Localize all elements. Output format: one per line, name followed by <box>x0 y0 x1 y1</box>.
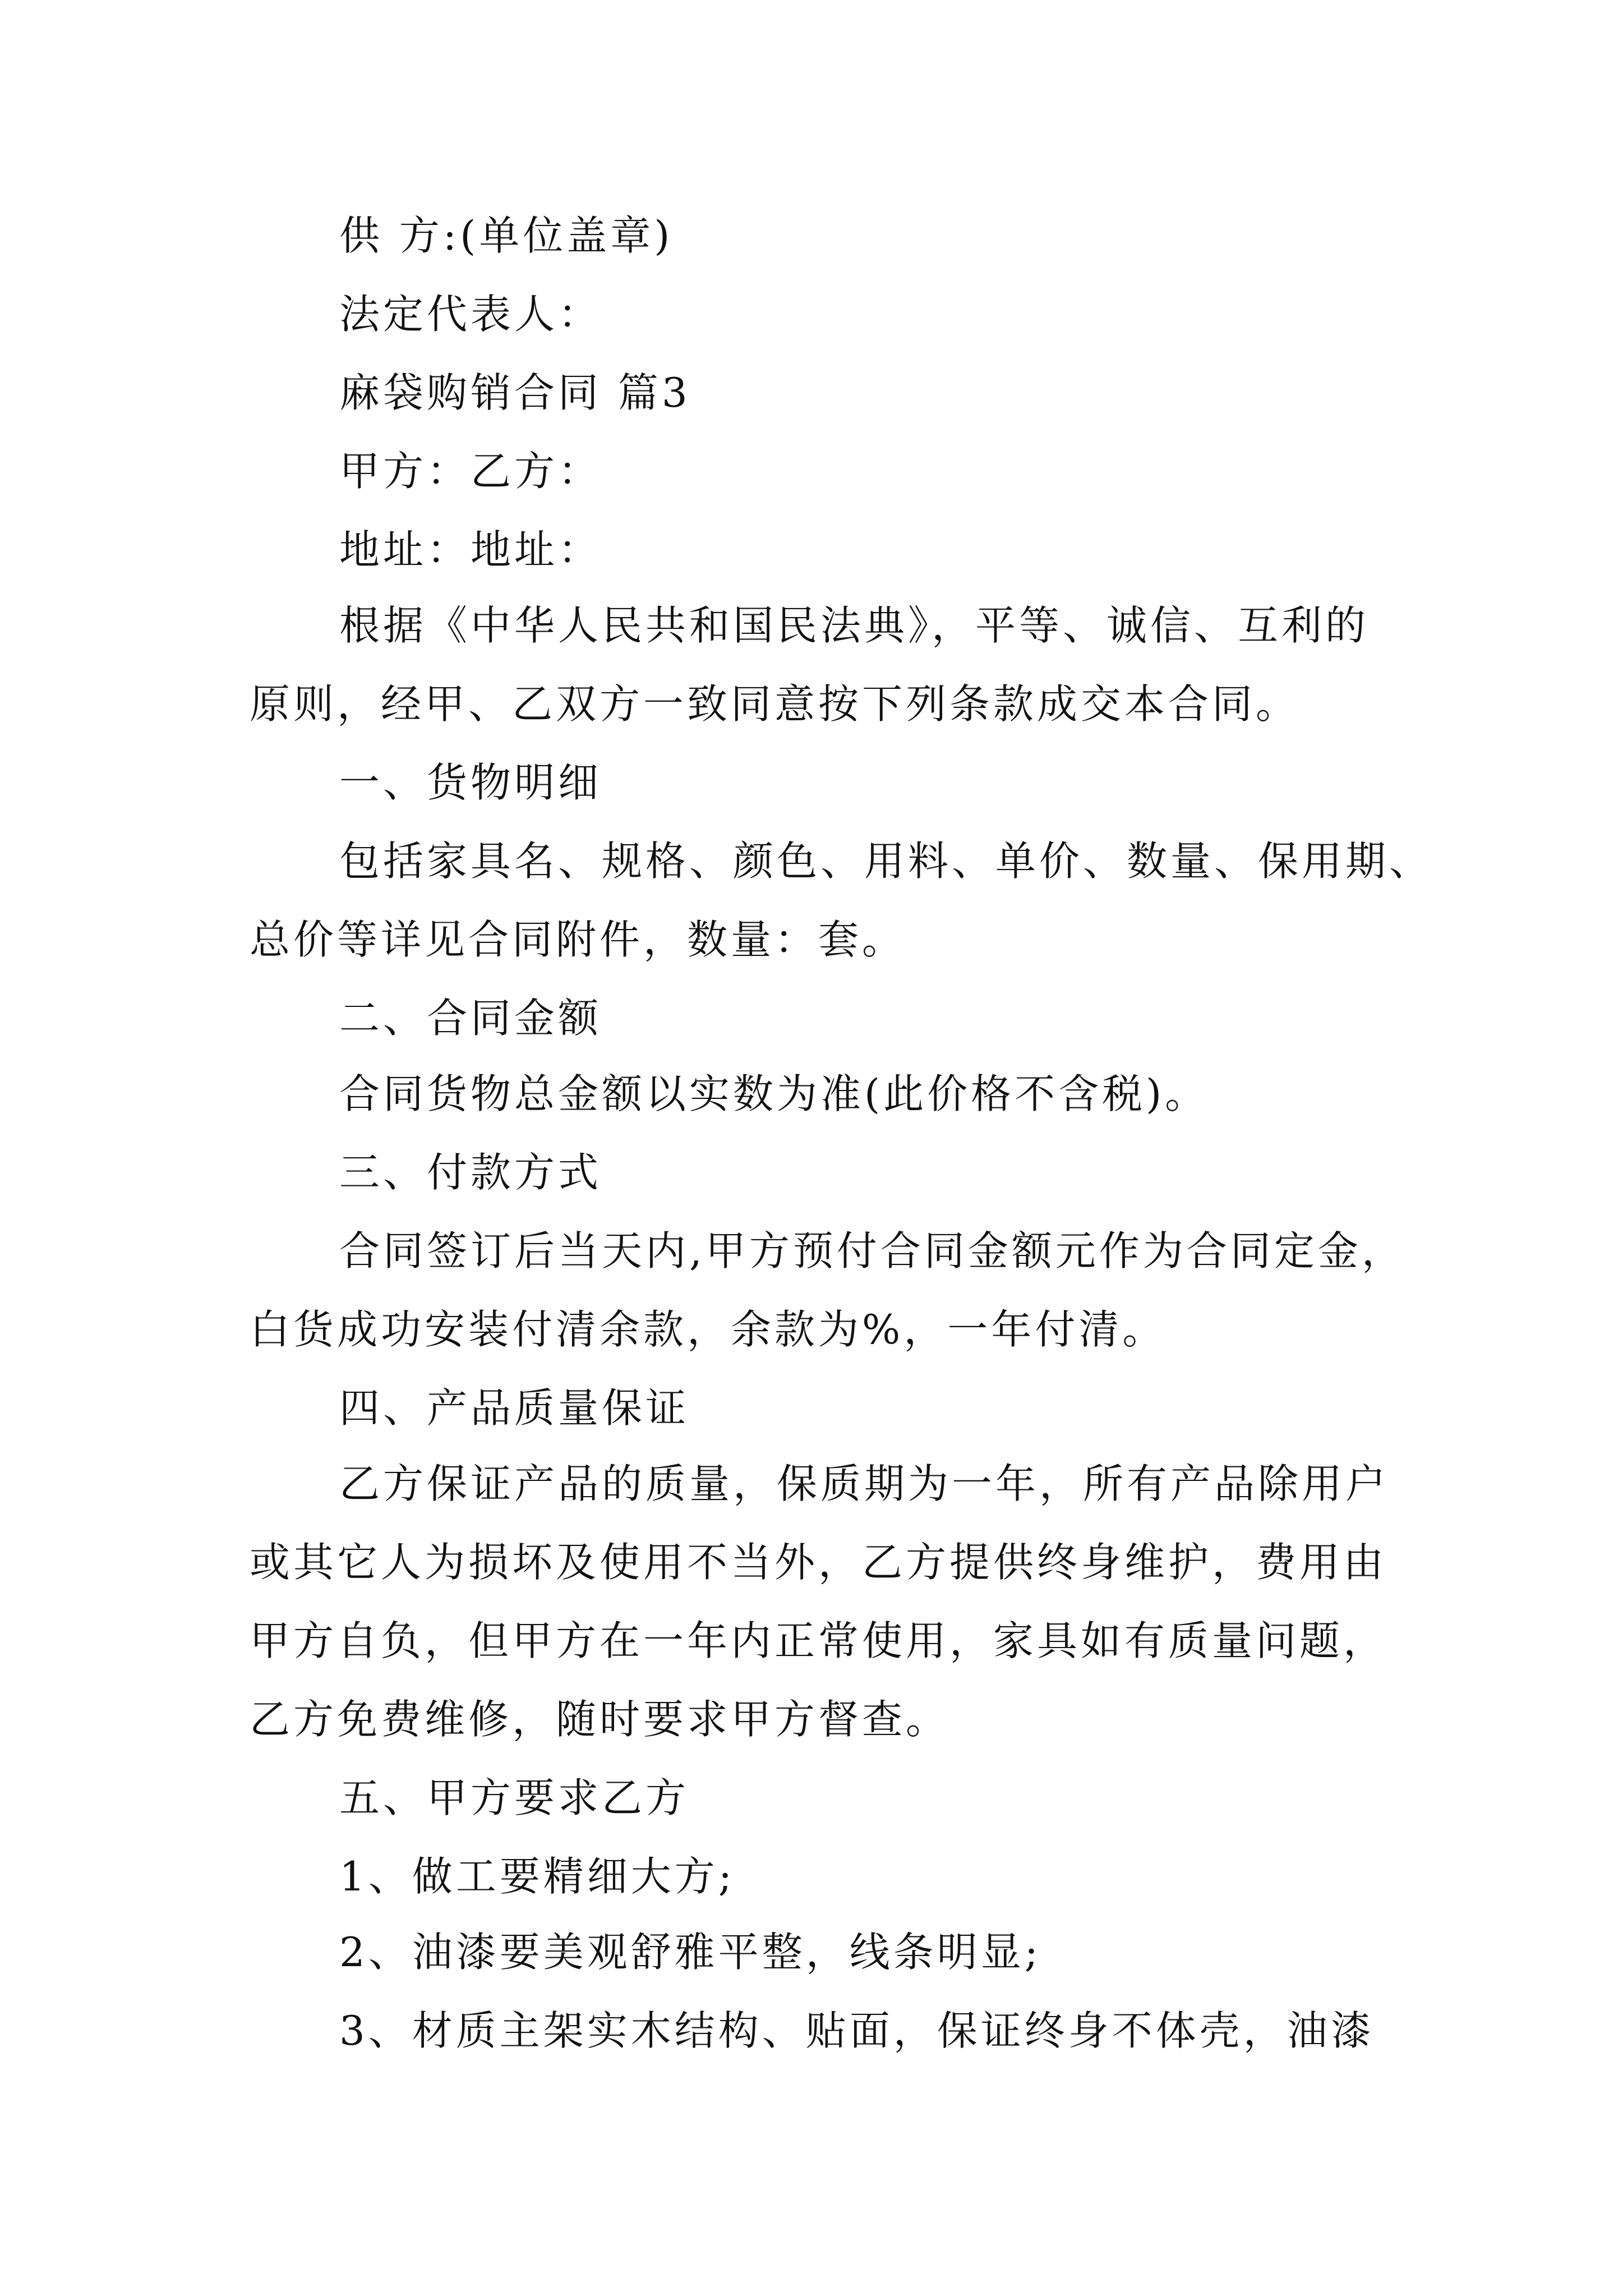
legal-rep-line: 法定代表人： <box>339 291 602 338</box>
clause-heading: 二、合同金额 <box>339 995 602 1042</box>
paragraph-line: 或其它人为损坏及使用不当外，乙方提供终身维护，费用由 <box>250 1539 1387 1586</box>
clause-heading: 三、付款方式 <box>339 1149 602 1196</box>
list-item: 2、油漆要美观舒雅平整，线条明显; <box>339 1929 1042 1976</box>
address-line: 地址：地址： <box>339 526 602 573</box>
clause-heading: 五、甲方要求乙方 <box>339 1774 690 1821</box>
paragraph-line: 合同签订后当天内,甲方预付合同金额元作为合同定金， <box>339 1227 1405 1274</box>
parties-line: 甲方：乙方： <box>339 448 602 495</box>
clause-heading: 四、产品质量保证 <box>339 1384 690 1432</box>
paragraph-line: 包括家具名、规格、颜色、用料、单价、数量、保用期、 <box>339 838 1433 885</box>
list-item: 3、材质主架实木结构、贴面，保证终身不体壳，油漆 <box>339 2007 1375 2054</box>
paragraph-line: 白货成功安装付清余款，余款为%，一年付清。 <box>250 1306 1166 1353</box>
paragraph-line: 根据《中华人民共和国民法典》，平等、诚信、互利的 <box>339 602 1370 649</box>
supplier-line: 供 方:(单位盖章) <box>339 212 674 259</box>
clause-heading: 一、货物明细 <box>339 759 602 806</box>
paragraph-line: 原则，经甲、乙双方一致同意按下列条款成交本合同。 <box>250 680 1300 728</box>
paragraph-line: 乙方免费维修，随时要求甲方督查。 <box>250 1696 950 1743</box>
paragraph-line: 甲方自负，但甲方在一年内正常使用，家具如有质量问题， <box>250 1617 1387 1664</box>
section-heading: 麻袋购销合同 篇3 <box>339 369 691 416</box>
list-item: 1、做工要精细大方; <box>339 1853 736 1900</box>
paragraph-line: 合同货物总金额以实数为准(此价格不含税)。 <box>339 1070 1209 1117</box>
paragraph-line: 乙方保证产品的质量，保质期为一年，所有产品除用户 <box>339 1460 1390 1507</box>
paragraph-line: 总价等详见合同附件，数量：套。 <box>250 916 906 963</box>
